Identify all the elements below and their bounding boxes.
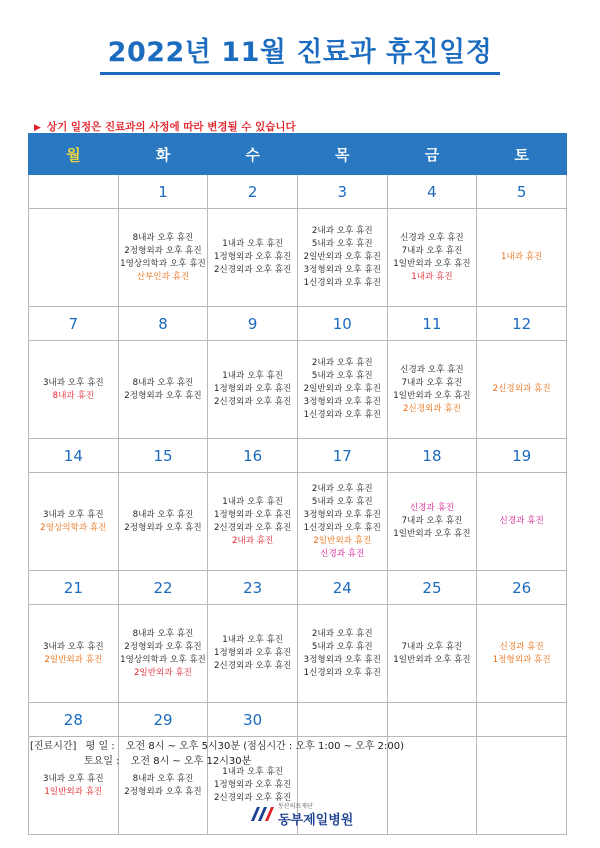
closure-note: 3정형외과 오후 휴진 bbox=[303, 509, 381, 520]
schedule-cell bbox=[29, 209, 119, 307]
schedule-cell bbox=[297, 605, 387, 703]
date-cell: 28 bbox=[29, 703, 119, 737]
weekday-header: 목 bbox=[297, 134, 387, 175]
closure-note: 2정형외과 오후 휴진 bbox=[124, 641, 202, 652]
schedule-calendar bbox=[28, 133, 567, 835]
schedule-cell bbox=[477, 605, 567, 703]
closure-note: 1신경외과 오후 휴진 bbox=[303, 410, 381, 420]
weekday-header-row bbox=[29, 134, 567, 175]
closure-note: 신경과 휴진 bbox=[499, 641, 544, 652]
date-cell bbox=[387, 703, 477, 737]
schedule-cell bbox=[118, 209, 208, 307]
hours-weekday-label: 평 일 : bbox=[85, 741, 115, 752]
closure-note: 2내과 오후 휴진 bbox=[311, 628, 373, 639]
closure-note: 1정형외과 오후 휴진 bbox=[213, 780, 292, 790]
schedule-cell bbox=[387, 605, 477, 703]
closure-note: 2일반외과 휴진 bbox=[133, 667, 192, 678]
schedule-cell bbox=[29, 341, 119, 439]
closure-note: 2신경외과 오후 휴진 bbox=[213, 522, 292, 533]
date-row bbox=[29, 307, 567, 341]
weekday-header: 화 bbox=[118, 134, 208, 175]
date-cell: 8 bbox=[118, 307, 208, 341]
schedule-cell bbox=[118, 605, 208, 703]
closure-note: 2일반외과 오후 휴진 bbox=[303, 252, 381, 262]
closure-note: 8내과 오후 휴진 bbox=[132, 773, 194, 784]
closure-note: 2정형외과 오후 휴진 bbox=[124, 522, 202, 533]
date-cell: 24 bbox=[297, 571, 387, 605]
closure-note: 1내과 오후 휴진 bbox=[222, 635, 284, 645]
hospital-logo-icon bbox=[250, 805, 274, 823]
schedule-cell bbox=[208, 209, 298, 307]
weekday-header: 금 bbox=[387, 134, 477, 175]
hours-saturday-row bbox=[30, 754, 404, 769]
closure-note: 1내과 오후 휴진 bbox=[222, 371, 284, 381]
closure-note: 3정형외과 오후 휴진 bbox=[303, 265, 381, 275]
date-row bbox=[29, 571, 567, 605]
date-row bbox=[29, 175, 567, 209]
schedule-cell bbox=[118, 341, 208, 439]
closure-note: 5내과 오후 휴진 bbox=[311, 641, 373, 652]
schedule-cell bbox=[29, 473, 119, 571]
closure-note: 2신경외과 오후 휴진 bbox=[213, 397, 292, 407]
closure-note: 2정형외과 오후 휴진 bbox=[124, 390, 202, 401]
notice-text: 상기 일정은 진료과의 사정에 따라 변경될 수 있습니다 bbox=[46, 121, 296, 133]
closure-note: 7내과 오후 휴진 bbox=[401, 641, 463, 652]
closure-note: 2정형외과 오후 휴진 bbox=[124, 245, 202, 256]
date-cell bbox=[297, 703, 387, 737]
hours-label: [진료시간] bbox=[30, 741, 77, 752]
closure-note: 1일반외과 오후 휴진 bbox=[393, 258, 471, 269]
hours-weekday-row bbox=[30, 739, 404, 754]
schedule-cell bbox=[387, 473, 477, 571]
closure-note: 1신경외과 오후 휴진 bbox=[303, 278, 381, 288]
closure-note: 3내과 오후 휴진 bbox=[42, 773, 104, 784]
clinic-hours bbox=[30, 739, 404, 769]
closure-note: 2신경외과 휴진 bbox=[492, 384, 551, 394]
closure-note: 1일반외과 오후 휴진 bbox=[393, 654, 471, 665]
closure-note: 2내과 오후 휴진 bbox=[311, 226, 373, 236]
closure-note: 신경과 휴진 bbox=[320, 548, 365, 559]
schedule-cell bbox=[477, 737, 567, 835]
closure-note: 5내과 오후 휴진 bbox=[311, 371, 373, 381]
closure-note: 신경과 오후 휴진 bbox=[400, 364, 464, 375]
closure-note: 1일반외과 휴진 bbox=[44, 786, 103, 797]
schedule-row bbox=[29, 473, 567, 571]
closure-note: 1내과 휴진 bbox=[500, 252, 543, 262]
closure-note: 1정형외과 오후 휴진 bbox=[213, 648, 292, 658]
weekday-header: 월 bbox=[29, 134, 119, 175]
date-row bbox=[29, 439, 567, 473]
date-row bbox=[29, 703, 567, 737]
date-cell: 26 bbox=[477, 571, 567, 605]
closure-note: 1영상의학과 오후 휴진 bbox=[120, 258, 206, 269]
date-cell: 19 bbox=[477, 439, 567, 473]
schedule-cell bbox=[29, 605, 119, 703]
closure-note: 3정형외과 오후 휴진 bbox=[303, 654, 381, 665]
closure-note: 1영상의학과 오후 휴진 bbox=[120, 654, 206, 665]
closure-note: 1신경외과 오후 휴진 bbox=[303, 522, 381, 533]
closure-note: 3정형외과 오후 휴진 bbox=[303, 397, 381, 407]
closure-note: 신경과 오후 휴진 bbox=[400, 232, 464, 243]
date-cell: 12 bbox=[477, 307, 567, 341]
page-title: 2022년 11월 진료과 휴진일정 bbox=[107, 37, 493, 68]
title-underline bbox=[100, 72, 500, 75]
closure-note: 2영상의학과 휴진 bbox=[40, 522, 107, 533]
schedule-row bbox=[29, 209, 567, 307]
schedule-cell bbox=[297, 473, 387, 571]
closure-note: 8내과 오후 휴진 bbox=[132, 628, 194, 639]
schedule-cell bbox=[387, 341, 477, 439]
closure-note: 2신경외과 휴진 bbox=[402, 403, 461, 414]
hospital-logo bbox=[250, 799, 360, 829]
date-cell: 29 bbox=[118, 703, 208, 737]
date-cell: 2 bbox=[208, 175, 298, 209]
closure-note: 8내과 휴진 bbox=[52, 390, 95, 401]
date-cell bbox=[477, 703, 567, 737]
closure-note: 2내과 오후 휴진 bbox=[311, 483, 373, 494]
closure-note: 2신경외과 오후 휴진 bbox=[213, 265, 292, 275]
closure-note: 3내과 오후 휴진 bbox=[42, 509, 104, 520]
schedule-cell bbox=[297, 209, 387, 307]
schedule-cell bbox=[118, 473, 208, 571]
logo-subtitle: 동산의료재단 bbox=[278, 803, 313, 810]
schedule-cell bbox=[387, 209, 477, 307]
closure-note: 1정형외과 오후 휴진 bbox=[213, 252, 292, 262]
closure-note: 1일반외과 오후 휴진 bbox=[393, 390, 471, 401]
weekday-header: 토 bbox=[477, 134, 567, 175]
schedule-row bbox=[29, 341, 567, 439]
closure-note: 1신경외과 오후 휴진 bbox=[303, 667, 381, 678]
closure-note: 2정형외과 오후 휴진 bbox=[124, 786, 202, 797]
hours-saturday-label: 토요일 : bbox=[84, 756, 120, 767]
closure-note: 7내과 오후 휴진 bbox=[401, 516, 463, 526]
date-cell: 30 bbox=[208, 703, 298, 737]
date-cell: 18 bbox=[387, 439, 477, 473]
closure-note: 1내과 오후 휴진 bbox=[222, 239, 284, 249]
date-cell: 3 bbox=[297, 175, 387, 209]
closure-note: 1일반외과 오후 휴진 bbox=[393, 529, 471, 539]
closure-note: 1정형외과 오후 휴진 bbox=[213, 509, 292, 520]
date-cell: 5 bbox=[477, 175, 567, 209]
closure-note: 1내과 오후 휴진 bbox=[222, 767, 284, 777]
closure-note: 3내과 오후 휴진 bbox=[42, 377, 104, 388]
closure-note: 신경과 휴진 bbox=[409, 503, 455, 513]
closure-note: 신경과 휴진 bbox=[499, 516, 544, 526]
date-cell: 15 bbox=[118, 439, 208, 473]
date-cell: 1 bbox=[118, 175, 208, 209]
date-cell: 21 bbox=[29, 571, 119, 605]
date-cell: 16 bbox=[208, 439, 298, 473]
closure-note: 산부인과 휴진 bbox=[136, 271, 190, 282]
schedule-cell bbox=[477, 341, 567, 439]
schedule-row bbox=[29, 605, 567, 703]
date-cell: 17 bbox=[297, 439, 387, 473]
closure-note: 2내과 오후 휴진 bbox=[311, 358, 373, 368]
closure-note: 7내과 오후 휴진 bbox=[401, 377, 463, 388]
closure-note: 1정형외과 오후 휴진 bbox=[213, 384, 292, 394]
closure-note: 8내과 오후 휴진 bbox=[132, 509, 194, 520]
date-cell: 22 bbox=[118, 571, 208, 605]
closure-note: 2일반외과 오후 휴진 bbox=[303, 384, 381, 394]
schedule-cell bbox=[208, 605, 298, 703]
logo-name: 동부제일병원 bbox=[278, 813, 354, 828]
date-cell: 11 bbox=[387, 307, 477, 341]
closure-note: 2신경외과 오후 휴진 bbox=[213, 661, 292, 671]
closure-note: 1정형외과 휴진 bbox=[492, 654, 551, 665]
closure-note: 2일반외과 휴진 bbox=[313, 535, 372, 546]
closure-note: 3내과 오후 휴진 bbox=[42, 641, 104, 652]
hours-saturday-value: 오전 8시 ~ 오후 12시30분 bbox=[130, 756, 252, 767]
date-cell: 23 bbox=[208, 571, 298, 605]
closure-note: 8내과 오후 휴진 bbox=[132, 232, 194, 243]
weekday-header: 수 bbox=[208, 134, 298, 175]
triangle-right-icon: ▶ bbox=[34, 123, 41, 133]
closure-note: 2일반외과 휴진 bbox=[44, 654, 103, 665]
schedule-cell bbox=[297, 341, 387, 439]
closure-note: 5내과 오후 휴진 bbox=[311, 496, 373, 507]
schedule-cell bbox=[208, 473, 298, 571]
closure-note: 7내과 오후 휴진 bbox=[401, 245, 463, 256]
schedule-cell bbox=[477, 209, 567, 307]
date-cell: 4 bbox=[387, 175, 477, 209]
closure-note: 5내과 오후 휴진 bbox=[311, 239, 373, 249]
date-cell: 10 bbox=[297, 307, 387, 341]
schedule-cell bbox=[477, 473, 567, 571]
closure-note: 1내과 오후 휴진 bbox=[222, 496, 284, 507]
date-cell: 25 bbox=[387, 571, 477, 605]
date-cell bbox=[29, 175, 119, 209]
date-cell: 7 bbox=[29, 307, 119, 341]
closure-note: 8내과 오후 휴진 bbox=[132, 377, 194, 388]
closure-note: 2신경외과 오후 휴진 bbox=[213, 793, 292, 803]
date-cell: 14 bbox=[29, 439, 119, 473]
closure-note: 1내과 휴진 bbox=[411, 271, 453, 282]
closure-note: 2내과 휴진 bbox=[231, 535, 274, 546]
schedule-cell bbox=[208, 341, 298, 439]
notice bbox=[34, 119, 296, 134]
hours-weekday-value: 오전 8시 ~ 오후 5시30분 (점심시간 : 오후 1:00 ~ 오후 2:00) bbox=[125, 741, 405, 752]
date-cell: 9 bbox=[208, 307, 298, 341]
